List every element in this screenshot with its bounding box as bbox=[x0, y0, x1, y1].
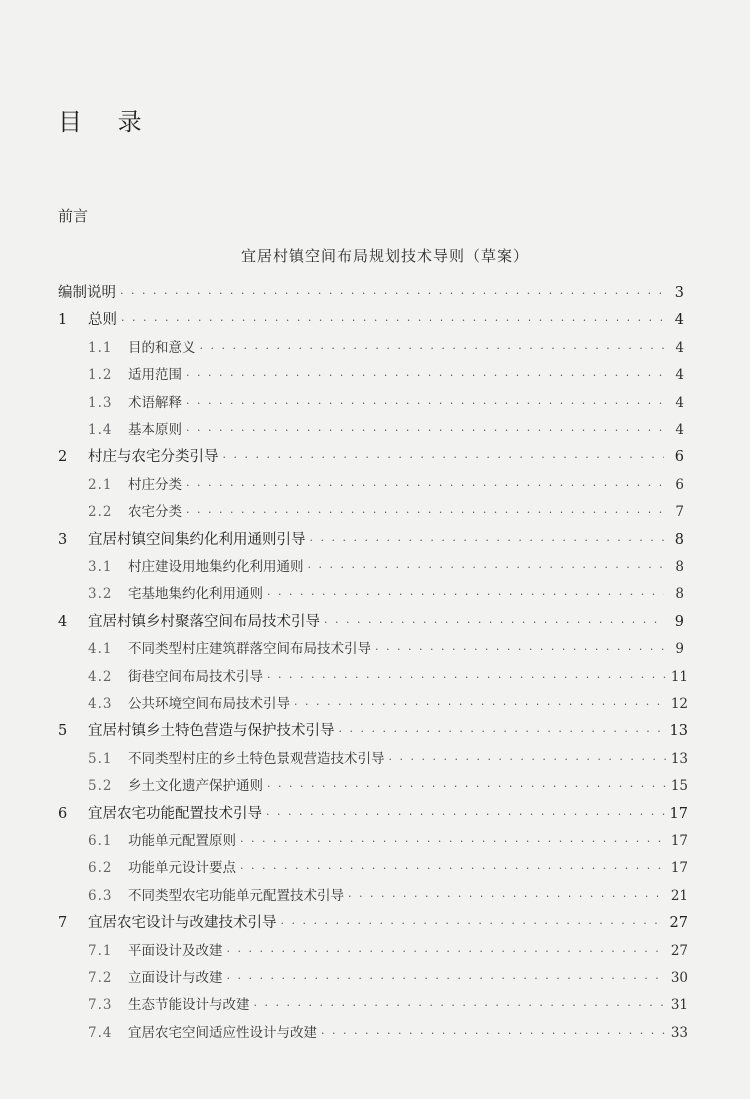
toc-entry bbox=[88, 638, 684, 660]
toc-entry-title: 乡土文化遗产保护通则 bbox=[128, 778, 263, 795]
dot-leader bbox=[186, 475, 664, 497]
toc-entry-title: 功能单元配置原则 bbox=[128, 833, 236, 849]
toc-entry-number: 6 bbox=[58, 805, 68, 822]
toc-entry-number: 2 bbox=[58, 449, 68, 466]
toc-entry-number: 6.1 bbox=[88, 833, 113, 849]
toc-entry-title: 公共环境空间布局技术引导 bbox=[128, 696, 290, 712]
toc-entry-title: 村庄与农宅分类引导 bbox=[88, 449, 219, 466]
dot-leader bbox=[120, 283, 664, 305]
toc-entry bbox=[88, 392, 684, 414]
toc-entry-title: 目的和意义 bbox=[128, 339, 196, 356]
dot-leader bbox=[267, 584, 664, 606]
toc-entry-page: 11 bbox=[670, 668, 688, 685]
toc-entry-number: 7.2 bbox=[88, 970, 113, 986]
toc-entry bbox=[58, 720, 688, 742]
toc-entry-number: 1.4 bbox=[88, 422, 113, 438]
toc-entry bbox=[88, 693, 688, 715]
toc-entry-page: 13 bbox=[669, 723, 688, 740]
toc-entry-page: 33 bbox=[670, 1024, 688, 1041]
toc-entry-number: 1 bbox=[58, 312, 68, 329]
toc-entry-title: 宜居村镇空间集约化利用通则引导 bbox=[88, 531, 306, 548]
toc-entry-number: 1.3 bbox=[88, 394, 113, 411]
toc-entry-page: 4 bbox=[674, 312, 684, 329]
toc-entry-number: 4.1 bbox=[88, 641, 113, 658]
dot-leader bbox=[321, 1023, 667, 1045]
toc-entry-title: 平面设计及改建 bbox=[128, 942, 223, 959]
toc-entry bbox=[58, 282, 684, 304]
toc-entry-title: 宜居村镇乡村聚落空间布局技术引导 bbox=[88, 613, 320, 630]
dot-leader bbox=[240, 831, 667, 853]
toc-entry-title: 不同类型农宅功能单元配置技术引导 bbox=[128, 887, 344, 904]
toc-entry-page: 4 bbox=[675, 394, 684, 411]
toc-entry bbox=[88, 1022, 688, 1044]
toc-entry-title: 宜居农宅空间适应性设计与改建 bbox=[128, 1024, 317, 1041]
dot-leader bbox=[267, 776, 667, 798]
dot-leader bbox=[281, 913, 666, 935]
toc-entry-page: 27 bbox=[670, 942, 688, 959]
toc-entry-title: 不同类型村庄建筑群落空间布局技术引导 bbox=[128, 641, 371, 658]
toc-entry-number: 3 bbox=[58, 531, 68, 548]
toc-entry-number: 6.3 bbox=[88, 887, 113, 904]
toc-entry-title: 不同类型村庄的乡土特色景观营造技术引导 bbox=[128, 750, 385, 767]
toc-entry-page: 30 bbox=[670, 970, 688, 986]
toc-entry bbox=[88, 994, 688, 1016]
toc-entry bbox=[88, 337, 684, 359]
toc-entry-title: 农宅分类 bbox=[128, 504, 182, 521]
toc-entry-number: 5 bbox=[58, 723, 68, 740]
toc-entry-title: 术语解释 bbox=[128, 394, 182, 411]
dot-leader bbox=[339, 721, 666, 743]
toc-entry-number: 2.1 bbox=[88, 476, 113, 493]
toc-entry bbox=[58, 529, 684, 551]
toc-entry bbox=[88, 556, 684, 578]
dot-leader bbox=[310, 530, 665, 552]
toc-entry-page: 7 bbox=[675, 504, 684, 521]
dot-leader bbox=[266, 804, 666, 826]
toc-entry bbox=[58, 611, 684, 633]
toc-entry-title: 适用范围 bbox=[128, 367, 182, 384]
toc-entry-title: 宜居农宅功能配置技术引导 bbox=[88, 805, 262, 822]
toc-entry-number: 4 bbox=[58, 613, 68, 630]
dot-leader bbox=[186, 502, 664, 524]
toc-entry bbox=[88, 748, 688, 770]
dot-leader bbox=[186, 393, 664, 415]
preface-label: 前言 bbox=[58, 207, 89, 225]
toc-entry bbox=[58, 309, 684, 331]
toc-entry-number: 7.3 bbox=[88, 997, 113, 1014]
dot-leader bbox=[254, 995, 667, 1017]
toc-entry-number: 7.4 bbox=[88, 1024, 113, 1041]
toc-entry-title: 基本原则 bbox=[128, 422, 182, 438]
dot-leader bbox=[227, 968, 667, 990]
toc-entry-number: 7 bbox=[58, 915, 68, 932]
dot-leader bbox=[267, 667, 667, 689]
toc-entry-title: 功能单元设计要点 bbox=[128, 860, 236, 877]
toc-entry-title: 立面设计与改建 bbox=[128, 970, 223, 986]
toc-entry-title: 总则 bbox=[88, 312, 117, 329]
toc-entry-page: 6 bbox=[674, 449, 684, 466]
toc-heading: 目 录 bbox=[58, 108, 156, 136]
toc-entry-page: 31 bbox=[670, 997, 688, 1014]
toc-entry bbox=[88, 419, 684, 441]
toc-entry-title: 街巷空间布局技术引导 bbox=[128, 668, 263, 685]
toc-entry bbox=[88, 830, 688, 852]
toc-entry-page: 4 bbox=[675, 339, 684, 356]
toc-entry-title: 编制说明 bbox=[58, 285, 116, 301]
toc-entry-page: 6 bbox=[675, 476, 684, 493]
dot-leader bbox=[389, 749, 667, 771]
toc-entry-number: 5.1 bbox=[88, 750, 113, 767]
toc-entry-page: 4 bbox=[675, 367, 684, 384]
toc-entry bbox=[58, 446, 684, 468]
toc-entry-title: 生态节能设计与改建 bbox=[128, 997, 250, 1014]
toc-entry bbox=[88, 364, 684, 386]
toc-entry-page: 3 bbox=[674, 285, 684, 301]
dot-leader bbox=[348, 886, 667, 908]
dot-leader bbox=[308, 557, 665, 579]
toc-entry-number: 4.2 bbox=[88, 668, 113, 685]
toc-entry-title: 宜居村镇乡土特色营造与保护技术引导 bbox=[88, 723, 335, 740]
toc-entry-number: 6.2 bbox=[88, 860, 113, 877]
dot-leader bbox=[121, 310, 664, 332]
toc-entry bbox=[88, 857, 688, 879]
toc-entry-page: 17 bbox=[669, 805, 688, 822]
dot-leader bbox=[240, 858, 667, 880]
dot-leader bbox=[186, 420, 664, 442]
dot-leader bbox=[227, 941, 667, 963]
document-title: 宜居村镇空间布局规划技术导则（草案） bbox=[240, 247, 529, 265]
toc-entry bbox=[88, 666, 688, 688]
dot-leader bbox=[324, 612, 664, 634]
toc-entry bbox=[58, 803, 688, 825]
toc-entry-page: 17 bbox=[670, 860, 688, 877]
toc-entry-title: 宅基地集约化利用通则 bbox=[128, 586, 263, 603]
toc-entry-number: 3.1 bbox=[88, 559, 113, 575]
toc-entry bbox=[88, 775, 688, 797]
toc-entry-title: 村庄分类 bbox=[128, 476, 182, 493]
dot-leader bbox=[375, 639, 664, 661]
toc-entry-page: 12 bbox=[670, 696, 688, 712]
toc-entry-page: 8 bbox=[675, 586, 684, 603]
toc-entry bbox=[88, 474, 684, 496]
toc-entry-page: 27 bbox=[669, 915, 688, 932]
toc-entry bbox=[58, 912, 688, 934]
toc-entry-page: 4 bbox=[675, 422, 684, 438]
toc-entry-number: 1.2 bbox=[88, 367, 113, 384]
toc-entry bbox=[88, 967, 688, 989]
toc-entry-number: 4.3 bbox=[88, 696, 113, 712]
dot-leader bbox=[223, 447, 665, 469]
toc-entry-page: 21 bbox=[670, 887, 688, 904]
toc-entry-title: 村庄建设用地集约化利用通则 bbox=[128, 559, 304, 575]
dot-leader bbox=[294, 694, 667, 716]
toc-entry-page: 8 bbox=[674, 531, 684, 548]
toc-entry bbox=[88, 583, 684, 605]
dot-leader bbox=[200, 338, 665, 360]
toc-entry-page: 15 bbox=[670, 778, 688, 795]
toc-entry-page: 17 bbox=[670, 833, 688, 849]
toc-entry bbox=[88, 940, 688, 962]
toc-entry-page: 9 bbox=[675, 641, 684, 658]
toc-entry-number: 7.1 bbox=[88, 942, 113, 959]
dot-leader bbox=[186, 365, 664, 387]
toc-entry-page: 9 bbox=[674, 613, 684, 630]
toc-entry-number: 3.2 bbox=[88, 586, 113, 603]
toc-entry-page: 13 bbox=[670, 750, 688, 767]
toc-entry-number: 2.2 bbox=[88, 504, 113, 521]
toc-entry-title: 宜居农宅设计与改建技术引导 bbox=[88, 915, 277, 932]
toc-entry-number: 1.1 bbox=[88, 339, 113, 356]
toc-entry-number: 5.2 bbox=[88, 778, 113, 795]
toc-entry bbox=[88, 885, 688, 907]
toc-entry-page: 8 bbox=[675, 559, 684, 575]
toc-entry bbox=[88, 501, 684, 523]
